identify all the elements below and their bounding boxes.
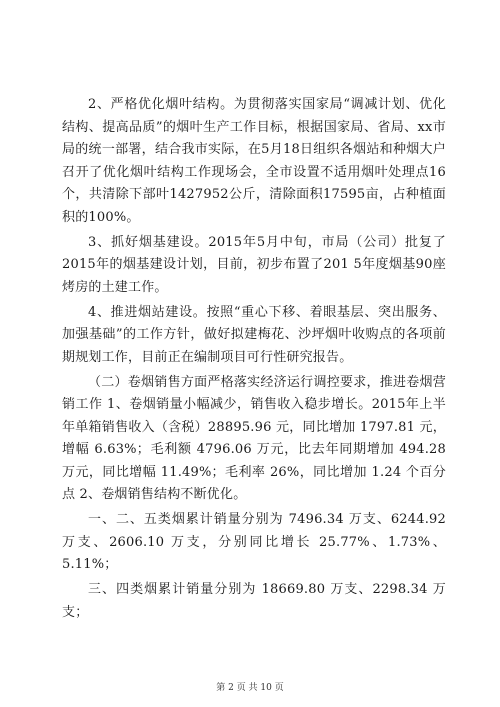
document-body [62,94,446,624]
paragraph-cigarette-sales: （二）卷烟销售方面严格落实经济运行调控要求，推进卷烟营销工作 1、卷烟销量小幅减少，销售收入稳步增长。2015年上半年单箱销售收入（含税）28895.96 元，同比增加 1797.81 元，增幅 6.63%；毛利额 4796.06 万元，比去年同期增加 494.28 万元，同比增幅 11.49%；毛利率 26%，同比增加 1.24 个百分点 2、卷烟销售结构不断优化。 [62,374,446,502]
page-footer: 第 2 页 共 10 页 [216,683,284,693]
paragraph-sales-class-3-4: 三、四类烟累计销量分别为 18669.80 万支、2298.34 万支； [62,582,446,620]
paragraph-infrastructure: 3、抓好烟基建设。2015年5月中旬，市局（公司）批复了2015年的烟基建设计划，目前，初步布置了201 5年度烟基90座烤房的土建工作。 [62,234,446,295]
paragraph-station-construction: 4、推进烟站建设。按照“重心下移、着眼基层、突出服务、加强基础”的工作方针，做好拟建梅花、沙坪烟叶收购点的各项前期规划工作，目前正在编制项目可行性研究报告。 [62,304,446,365]
paragraph-sales-class-1-2-5: 一、二、五类烟累计销量分别为 7496.34 万支、6244.92 万支、2606.10 万支，分别同比增长 25.77%、1.73%、5.11%； [62,512,446,572]
paragraph-tobacco-structure: 2、严格优化烟叶结构。为贯彻落实国家局“调减计划、优化结构、提高品质”的烟叶生产工作目标，根据国家局、省局、xx市局的统一部署，结合我市实际，在5月18日组织各烟站和种烟大户召开了优化烟叶结构工作现场会，全市设置不适用烟叶处理点16个，共清除下部叶1427952公斤，清除面积17595亩，占种植面积的100%。 [62,97,446,225]
